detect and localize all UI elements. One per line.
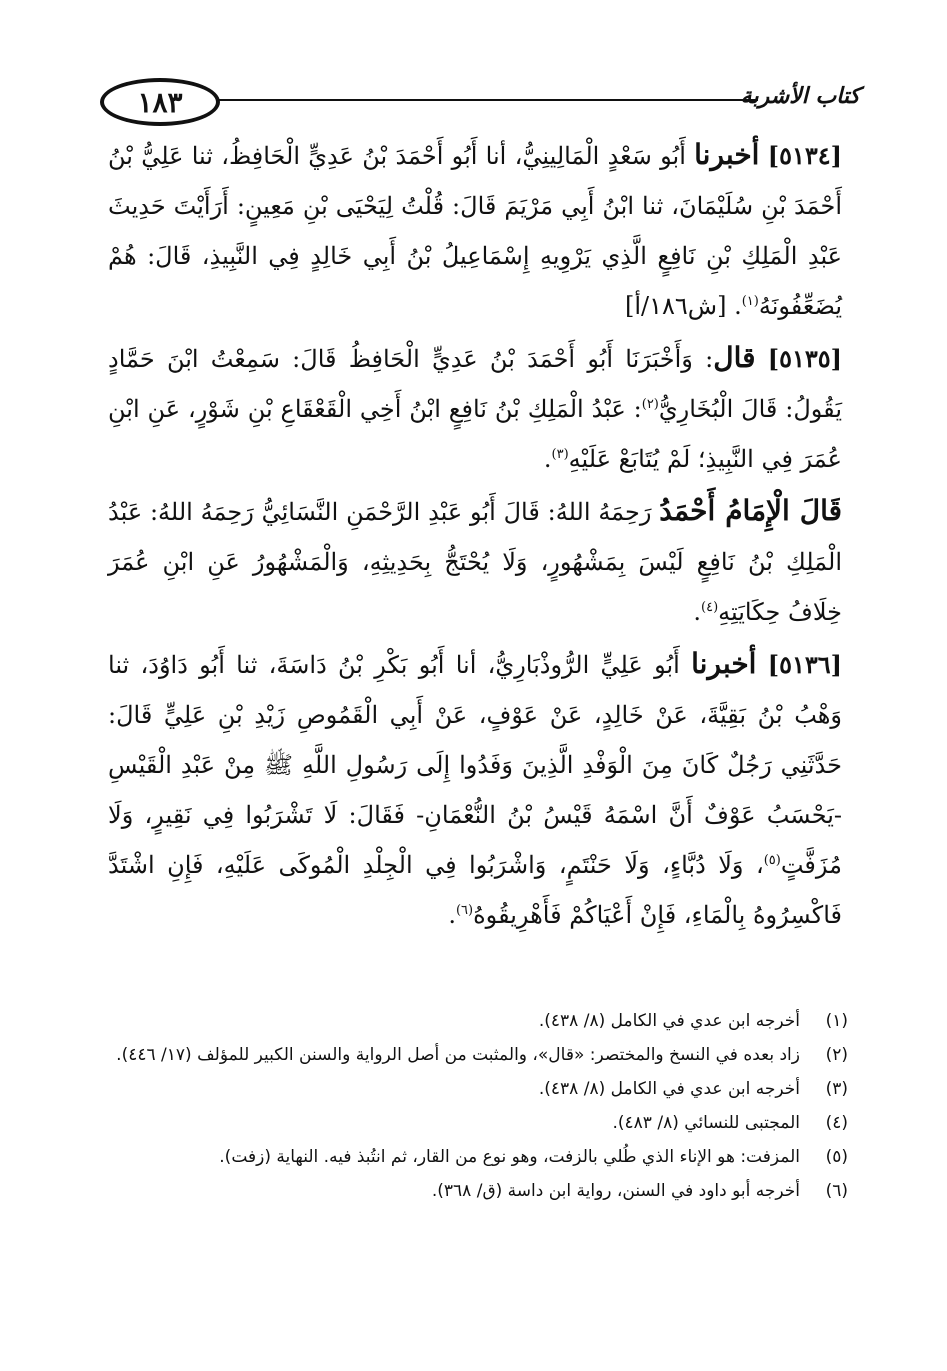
hadith-text: أَبُو سَعْدٍ الْمَالِينِيُّ، أنا أَبُو أَحْمَدَ بْنُ عَدِيٍّ الْحَافِظُ، ثنا عَلِيُّ بْنُ أَحْمَدَ بْنِ سُلَيْمَانَ، ثنا ابْنُ أَبِي مَرْيَمَ قَالَ: قُلْتُ لِيَحْيَى بْنِ مَعِينٍ: أَرَأَيْتَ حَدِيثَ عَبْدِ الْمَلِكِ بْنِ نَافِعٍ الَّذِي يَرْوِيهِ إِسْمَاعِيلُ بْنُ أَبِي خَالِدٍ فِي النَّبِيذِ، قَالَ: هُمْ يُضَعِّفُونَهُ	[108, 142, 842, 320]
commentary-keyword: قَالَ الْإِمَامُ أَحْمَدُ	[659, 494, 842, 527]
hadith-text-tail: . [ش١٨٦/أ]	[624, 292, 742, 320]
hadith-entry	[108, 333, 842, 484]
hadith-keyword: قال	[713, 341, 756, 374]
footnote-text: أخرجه ابن عدي في الكامل (٨/ ٤٣٨).	[538, 1079, 800, 1099]
hadith-entry	[108, 639, 842, 940]
footnote	[108, 1106, 848, 1140]
hadith-keyword: أخبرنا	[691, 647, 757, 680]
footnote-number: (١)	[825, 1011, 848, 1031]
hadith-text: : وَأَخْبَرَنَا أَبُو أَحْمَدَ بْنُ عَدِيٍّ الْحَافِظُ قَالَ: سَمِعْتُ ابْنَ حَمَّادٍ يَقُولُ: قَالَ الْبُخَارِيُّ	[108, 345, 842, 423]
footnote-marker: (١)	[741, 294, 759, 309]
footnote-text: المزفت: هو الإناء الذي طُلي بالزفت، وهو نوع من القار، ثم انتُبذ فيه. النهاية (زفت).	[219, 1147, 800, 1167]
hadith-number: [٥١٣٤]	[767, 141, 842, 170]
footnote-text: أخرجه ابن عدي في الكامل (٨/ ٤٣٨).	[538, 1011, 800, 1031]
commentary-text: رَحِمَهُ اللهُ: قَالَ أَبُو عَبْدِ الرَّحْمَنِ النَّسَائِيُّ رَحِمَهُ اللهُ: عَبْدُ الْمَلِكِ بْنُ نَافِعٍ لَيْسَ بِمَشْهُورٍ، وَلَا يُحْتَجُّ بِحَدِيثِهِ، وَالْمَشْهُورُ عَنِ ابْنِ عُمَرَ خِلَافُ حِكَايَتِهِ	[108, 498, 842, 626]
hadith-text: أَبُو عَلِيٍّ الرُّوذْبَارِيُّ، أنا أَبُو بَكْرِ بْنُ دَاسَةَ، ثنا أَبُو دَاوُدَ، ثنا وَهْبُ بْنُ بَقِيَّةَ، عَنْ خَالِدٍ، عَنْ عَوْفٍ، عَنْ أَبِي الْقَمُوصِ زَيْدِ بْنِ عَلِيٍّ قَالَ: حَدَّثَنِي رَجُلٌ كَانَ مِنَ الْوَفْدِ الَّذِينَ وَفَدُوا إِلَى رَسُولِ اللَّهِ ﷺ مِنْ عَبْدِ الْقَيْسِ -يَحْسَبُ عَوْفٌ أَنَّ اسْمَهُ قَيْسُ بْنُ النُّعْمَانِ- فَقَالَ: لَا تَشْرَبُوا فِي نَقِيرٍ، وَلَا مُزَفَّتٍ	[108, 651, 843, 879]
main-text	[108, 130, 842, 940]
header-rule	[218, 99, 758, 101]
footnote-marker: (٦)	[455, 903, 474, 918]
footnote	[108, 1038, 848, 1072]
footnote	[108, 1174, 848, 1208]
footnote-text: أخرجه أبو داود في السنن، رواية ابن داسة (ق/ ٣٦٨).	[431, 1181, 800, 1201]
footnote-number: (٥)	[825, 1147, 848, 1167]
hadith-text-tail: : عَبْدُ الْمَلِكِ بْنُ نَافِعٍ ابْنُ أَخِي الْقَعْقَاعِ بْنِ شَوْرٍ، عَنِ ابْنِ عُمَرَ فِي النَّبِيذِ؛ لَمْ يُتَابَعْ عَلَيْهِ	[108, 395, 842, 473]
hadith-text-end: .	[448, 901, 456, 929]
page-header	[100, 60, 860, 130]
footnote	[108, 1004, 848, 1038]
footnote-marker: (٤)	[701, 600, 719, 615]
footnote	[108, 1140, 848, 1174]
commentary-entry	[108, 486, 842, 637]
footnote-number: (٤)	[825, 1113, 848, 1133]
footnote-marker: (٢)	[641, 397, 659, 412]
footnote-text: المجتبى للنسائي (٨/ ٤٨٣).	[612, 1113, 800, 1133]
commentary-text-tail: .	[693, 598, 701, 626]
footnote-number: (٣)	[825, 1079, 848, 1099]
hadith-number: [٥١٣٦]	[767, 650, 842, 679]
footnotes	[108, 1004, 848, 1208]
footnote-marker: (٥)	[763, 853, 781, 868]
running-title: كتاب الأشربة	[740, 83, 860, 109]
hadith-text-end: .	[543, 445, 552, 473]
hadith-keyword: أخبرنا	[694, 138, 760, 171]
footnote-text: زاد بعده في النسخ والمختصر: «قال»، والمثبت من أصل الرواية والسنن الكبير للمؤلف (١٧/ ٤٤٦).	[116, 1045, 800, 1065]
page-number: ١٨٣	[100, 78, 220, 126]
hadith-text-tail: ، وَلَا دُبَّاءٍ، وَلَا حَنْتَمٍ، وَاشْرَبُوا فِي الْجِلْدِ الْمُوكَى عَلَيْهِ، فَإِنِ اشْتَدَّ فَاكْسِرُوهُ بِالْمَاءِ، فَإِنْ أَعْيَاكُمْ فَأَهْرِيقُوهُ	[108, 851, 842, 929]
hadith-number: [٥١٣٥]	[767, 344, 843, 373]
footnote	[108, 1072, 848, 1106]
footnote-marker: (٣)	[551, 447, 569, 462]
footnote-number: (٦)	[825, 1181, 848, 1201]
footnote-number: (٢)	[825, 1045, 848, 1065]
hadith-entry	[108, 130, 842, 331]
